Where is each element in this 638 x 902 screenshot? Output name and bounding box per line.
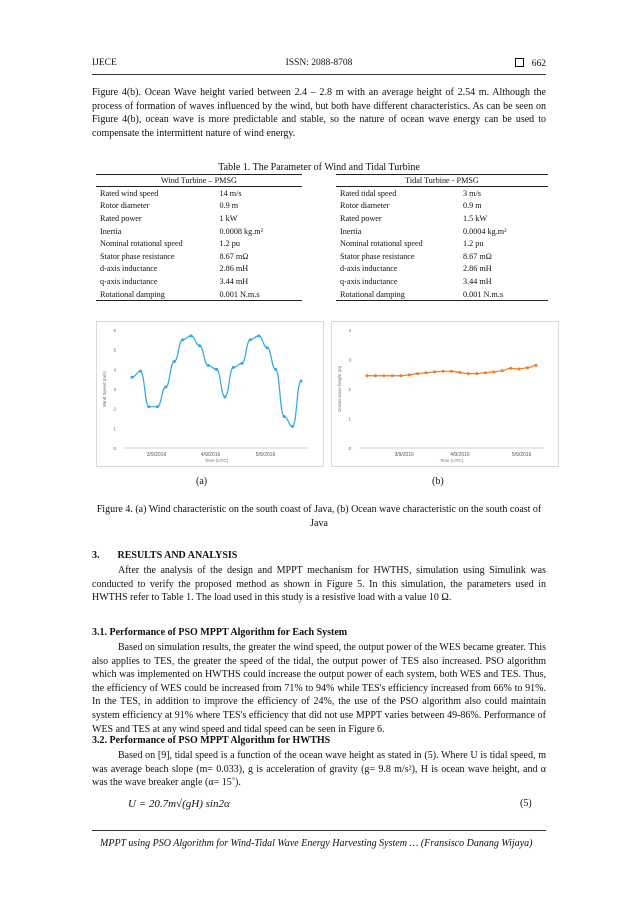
tidal-table-row — [336, 225, 548, 238]
tidal-table-value: 8.67 mΩ — [462, 251, 492, 261]
x-tick-label: 5/9/2016 — [511, 452, 532, 458]
data-point — [274, 368, 277, 371]
data-point — [450, 370, 453, 373]
wind-table-value: 8.67 mΩ — [219, 251, 249, 261]
y-tick-label: 5 — [113, 347, 116, 353]
section-3-2-heading: 3.2. Performance of PSO MPPT Algorithm for HWTHS — [92, 735, 331, 746]
tidal-table-value: 0.9 m — [462, 201, 482, 211]
data-point — [442, 370, 445, 373]
data-point — [391, 374, 394, 377]
table-caption: Table 1. The Parameter of Wind and Tidal Turbine — [218, 162, 420, 173]
checkbox-icon — [515, 58, 524, 67]
section-3-2-paragraph: Based on [9], tidal speed is a function of the ocean wave height as stated in (5). Where U is tidal speed, m was average beach slope (m= 0.033), g is acceleration of gravity (g= 9.8 m/s²), H is ocean wave height, and α was the wave breaker angle (α= 15˚). — [92, 750, 546, 789]
data-point — [190, 334, 193, 337]
data-point — [425, 371, 428, 374]
tidal-table-value: 1.2 pu — [462, 239, 484, 249]
data-point — [300, 380, 303, 383]
data-point — [433, 370, 436, 373]
wind-table-row — [96, 263, 302, 276]
tidal-table-param: Nominal rotational speed — [340, 239, 423, 249]
ocean-wave-chart-svg — [332, 322, 558, 466]
wind-table-param: Rotational damping — [96, 288, 215, 301]
data-point — [266, 346, 269, 349]
data-point — [518, 367, 521, 370]
tidal-table-row — [336, 237, 548, 250]
wind-table-value: 0.0008 kg.m² — [219, 226, 264, 236]
section-3-title: RESULTS AND ANALYSIS — [117, 550, 238, 561]
tidal-table-param: Stator phase resistance — [340, 251, 415, 261]
wind-table-row — [96, 200, 302, 213]
y-tick-label: 1 — [348, 416, 351, 422]
series-line — [132, 336, 301, 426]
wind-table-row — [96, 187, 302, 200]
tidal-table-value: 1.5 kW — [462, 213, 488, 223]
footer-rule — [92, 830, 546, 831]
data-point — [131, 376, 134, 379]
x-axis-label: Time (UTC) — [439, 458, 464, 463]
section-3-1-heading: 3.1. Performance of PSO MPPT Algorithm for Each System — [92, 627, 348, 638]
data-point — [509, 367, 512, 370]
subfigure-label-a: (a) — [196, 476, 208, 487]
issn: ISSN: 2088-8708 — [285, 58, 353, 68]
page-footer: MPPT using PSO Algorithm for Wind-Tidal Wave Energy Harvesting System … (Fransisco Danang Wijaya) — [100, 838, 533, 849]
wind-speed-chart-svg — [97, 322, 323, 466]
data-point — [181, 338, 184, 341]
tidal-table-row — [336, 275, 548, 288]
tidal-table-param: Rated power — [340, 213, 382, 223]
tidal-table-header: Tidal Turbine - PMSG — [336, 175, 548, 187]
wind-table-row — [96, 212, 302, 225]
section-3-heading — [92, 550, 237, 561]
y-tick-label: 0 — [113, 446, 116, 451]
tidal-table-row — [336, 200, 548, 213]
data-point — [223, 395, 226, 398]
data-point — [484, 371, 487, 374]
tidal-table-row — [336, 212, 548, 225]
data-point — [526, 366, 529, 369]
header-rule — [92, 74, 546, 75]
y-tick-label: 3 — [113, 387, 116, 392]
tidal-table-param: q-axis inductance — [340, 276, 398, 286]
data-point — [283, 415, 286, 418]
data-point — [366, 374, 369, 377]
wind-table-row — [96, 288, 302, 301]
data-point — [240, 362, 243, 365]
data-point — [173, 360, 176, 363]
wind-table-value: 1.2 pu — [219, 239, 240, 249]
y-tick-label: 2 — [348, 387, 351, 392]
tidal-table-row — [336, 263, 548, 276]
tidal-table-value: 0.001 N.m.s — [459, 288, 548, 301]
y-tick-label: 3 — [348, 357, 351, 363]
data-point — [374, 374, 377, 377]
data-point — [467, 372, 470, 375]
wind-table-value: 0.001 N.m.s — [215, 288, 302, 301]
data-point — [382, 374, 385, 377]
data-point — [535, 364, 538, 367]
page-number-group — [515, 58, 546, 69]
tidal-table-param: Inertia — [340, 226, 362, 236]
data-point — [501, 369, 504, 372]
y-axis-label: Ocean wave height (m) — [337, 365, 342, 413]
tidal-table-value: 0.0004 kg.m² — [462, 226, 507, 236]
data-point — [215, 368, 218, 371]
y-tick-label: 0 — [348, 446, 351, 451]
wind-table-param: Nominal rotational speed — [100, 239, 183, 249]
data-point — [291, 425, 294, 428]
equation: U = 20.7m√(gH) sin2α — [128, 798, 230, 810]
wind-table-param: Rated power — [100, 213, 142, 223]
wind-table-value: 2.86 mH — [219, 264, 249, 274]
data-point — [492, 370, 495, 373]
section-3-1-paragraph: Based on simulation results, the greater the wind speed, the output power of the WES became greater. This also applies to TES, the greater the speed of the tidal, the output power of TES also increased. PSO algorithm which was implemented on HWTHS could increase the output power of each system, both WES and TES. Thus, the efficiency of WES could be increased from 71% to 94% while TES's efficiency increased from 66% to 91%. In the TES, in addition to improve the efficiency of 24%, the use of the PSO algorithm also could maintain system efficiency at 91% where TES's efficiency that did not use MPPT varies between 49-86%. Performance of WES and TES at any wind speed and tidal speed can be seen in Figure 6. — [92, 642, 546, 735]
y-tick-label: 6 — [113, 328, 116, 333]
subfigure-label-b: (b) — [432, 476, 444, 487]
data-point — [156, 405, 159, 408]
wind-table-param: q-axis inductance — [100, 276, 158, 286]
data-point — [164, 386, 167, 389]
data-point — [249, 338, 252, 341]
wind-table-param: Stator phase resistance — [100, 251, 175, 261]
tidal-table-row — [336, 250, 548, 263]
data-point — [257, 334, 260, 337]
wind-table-header: Wind Turbine – PMSG — [96, 175, 302, 187]
y-tick-label: 4 — [113, 367, 116, 373]
data-point — [139, 370, 142, 373]
tidal-table-param: Rotor diameter — [340, 201, 390, 211]
data-point — [475, 372, 478, 375]
wind-table-value: 1 kW — [219, 213, 238, 223]
equation-number: (5) — [520, 798, 532, 809]
x-tick-label: 4/9/2016 — [450, 452, 470, 458]
page-number: 662 — [531, 59, 546, 69]
wind-table-param: Inertia — [100, 226, 122, 236]
ocean-wave-chart — [331, 321, 559, 467]
wind-table-value: 14 m/s — [219, 188, 242, 198]
wind-table-row — [96, 275, 302, 288]
figure-caption: Figure 4. (a) Wind characteristic on the south coast of Java, (b) Ocean wave characteristic on the south coast of Java — [96, 504, 542, 529]
tidal-table-value: 3.44 mH — [462, 276, 492, 286]
tidal-table-param: Rotational damping — [336, 288, 459, 301]
journal-name: IJECE — [92, 58, 117, 68]
data-point — [416, 372, 419, 375]
wind-table-param: d-axis inductance — [100, 264, 158, 274]
y-tick-label: 2 — [113, 406, 116, 412]
y-tick-label: 4 — [348, 328, 351, 333]
wind-table-value: 0.9 m — [219, 201, 239, 211]
data-point — [147, 405, 150, 408]
data-point — [399, 374, 402, 377]
x-tick-label: 4/9/2016 — [200, 452, 221, 458]
page-header — [92, 58, 546, 74]
intro-paragraph: Figure 4(b). Ocean Wave height varied between 2.4 – 2.8 m with an average height of 2.54 m. Although the process of formation of waves influenced by the wind, but both have different characteristics. As can be seen on Figure 4(b), ocean wave is more predictable and stable, so the nature of ocean wave energy can be used to compensate the intermittent nature of wind energy. — [92, 87, 546, 139]
wind-table-param: Rotor diameter — [100, 201, 150, 211]
y-tick-label: 1 — [113, 426, 116, 432]
x-tick-label: 5/9/2016 — [255, 452, 276, 458]
x-tick-label: 3/9/2016 — [394, 452, 414, 458]
wind-table-row — [96, 225, 302, 238]
tidal-turbine-table — [336, 174, 548, 301]
wind-table-row — [96, 237, 302, 250]
section-3-paragraph: After the analysis of the design and MPPT mechanism for HWTHS, simulation using Simulink was conducted to verify the proposed method as shown in Figure 5. In this simulation, the parameters used in HWTHS refer to Table 1. The load used in this study is a resistive load with a value 10 Ω. — [92, 565, 546, 604]
tidal-table-param: d-axis inductance — [340, 264, 398, 274]
data-point — [198, 344, 201, 347]
data-point — [458, 371, 461, 374]
tidal-table-row — [336, 187, 548, 200]
x-tick-label: 3/9/2016 — [146, 452, 167, 458]
wind-table-row — [96, 250, 302, 263]
section-3-number: 3. — [92, 550, 100, 561]
wind-table-value: 3.44 mH — [219, 276, 249, 286]
tidal-table-param: Rated tidal speed — [340, 188, 397, 198]
wind-table-param: Rated wind speed — [100, 188, 159, 198]
data-point — [408, 373, 411, 376]
data-point — [207, 364, 210, 367]
y-axis-label: Wind Speed (m/s) — [102, 370, 107, 408]
data-point — [232, 366, 235, 369]
tidal-table-row — [336, 288, 548, 301]
x-axis-label: Time (UTC) — [204, 458, 229, 463]
wind-speed-chart — [96, 321, 324, 467]
tidal-table-value: 3 m/s — [462, 188, 481, 198]
tidal-table-value: 2.86 mH — [462, 264, 492, 274]
wind-turbine-table — [96, 174, 302, 301]
